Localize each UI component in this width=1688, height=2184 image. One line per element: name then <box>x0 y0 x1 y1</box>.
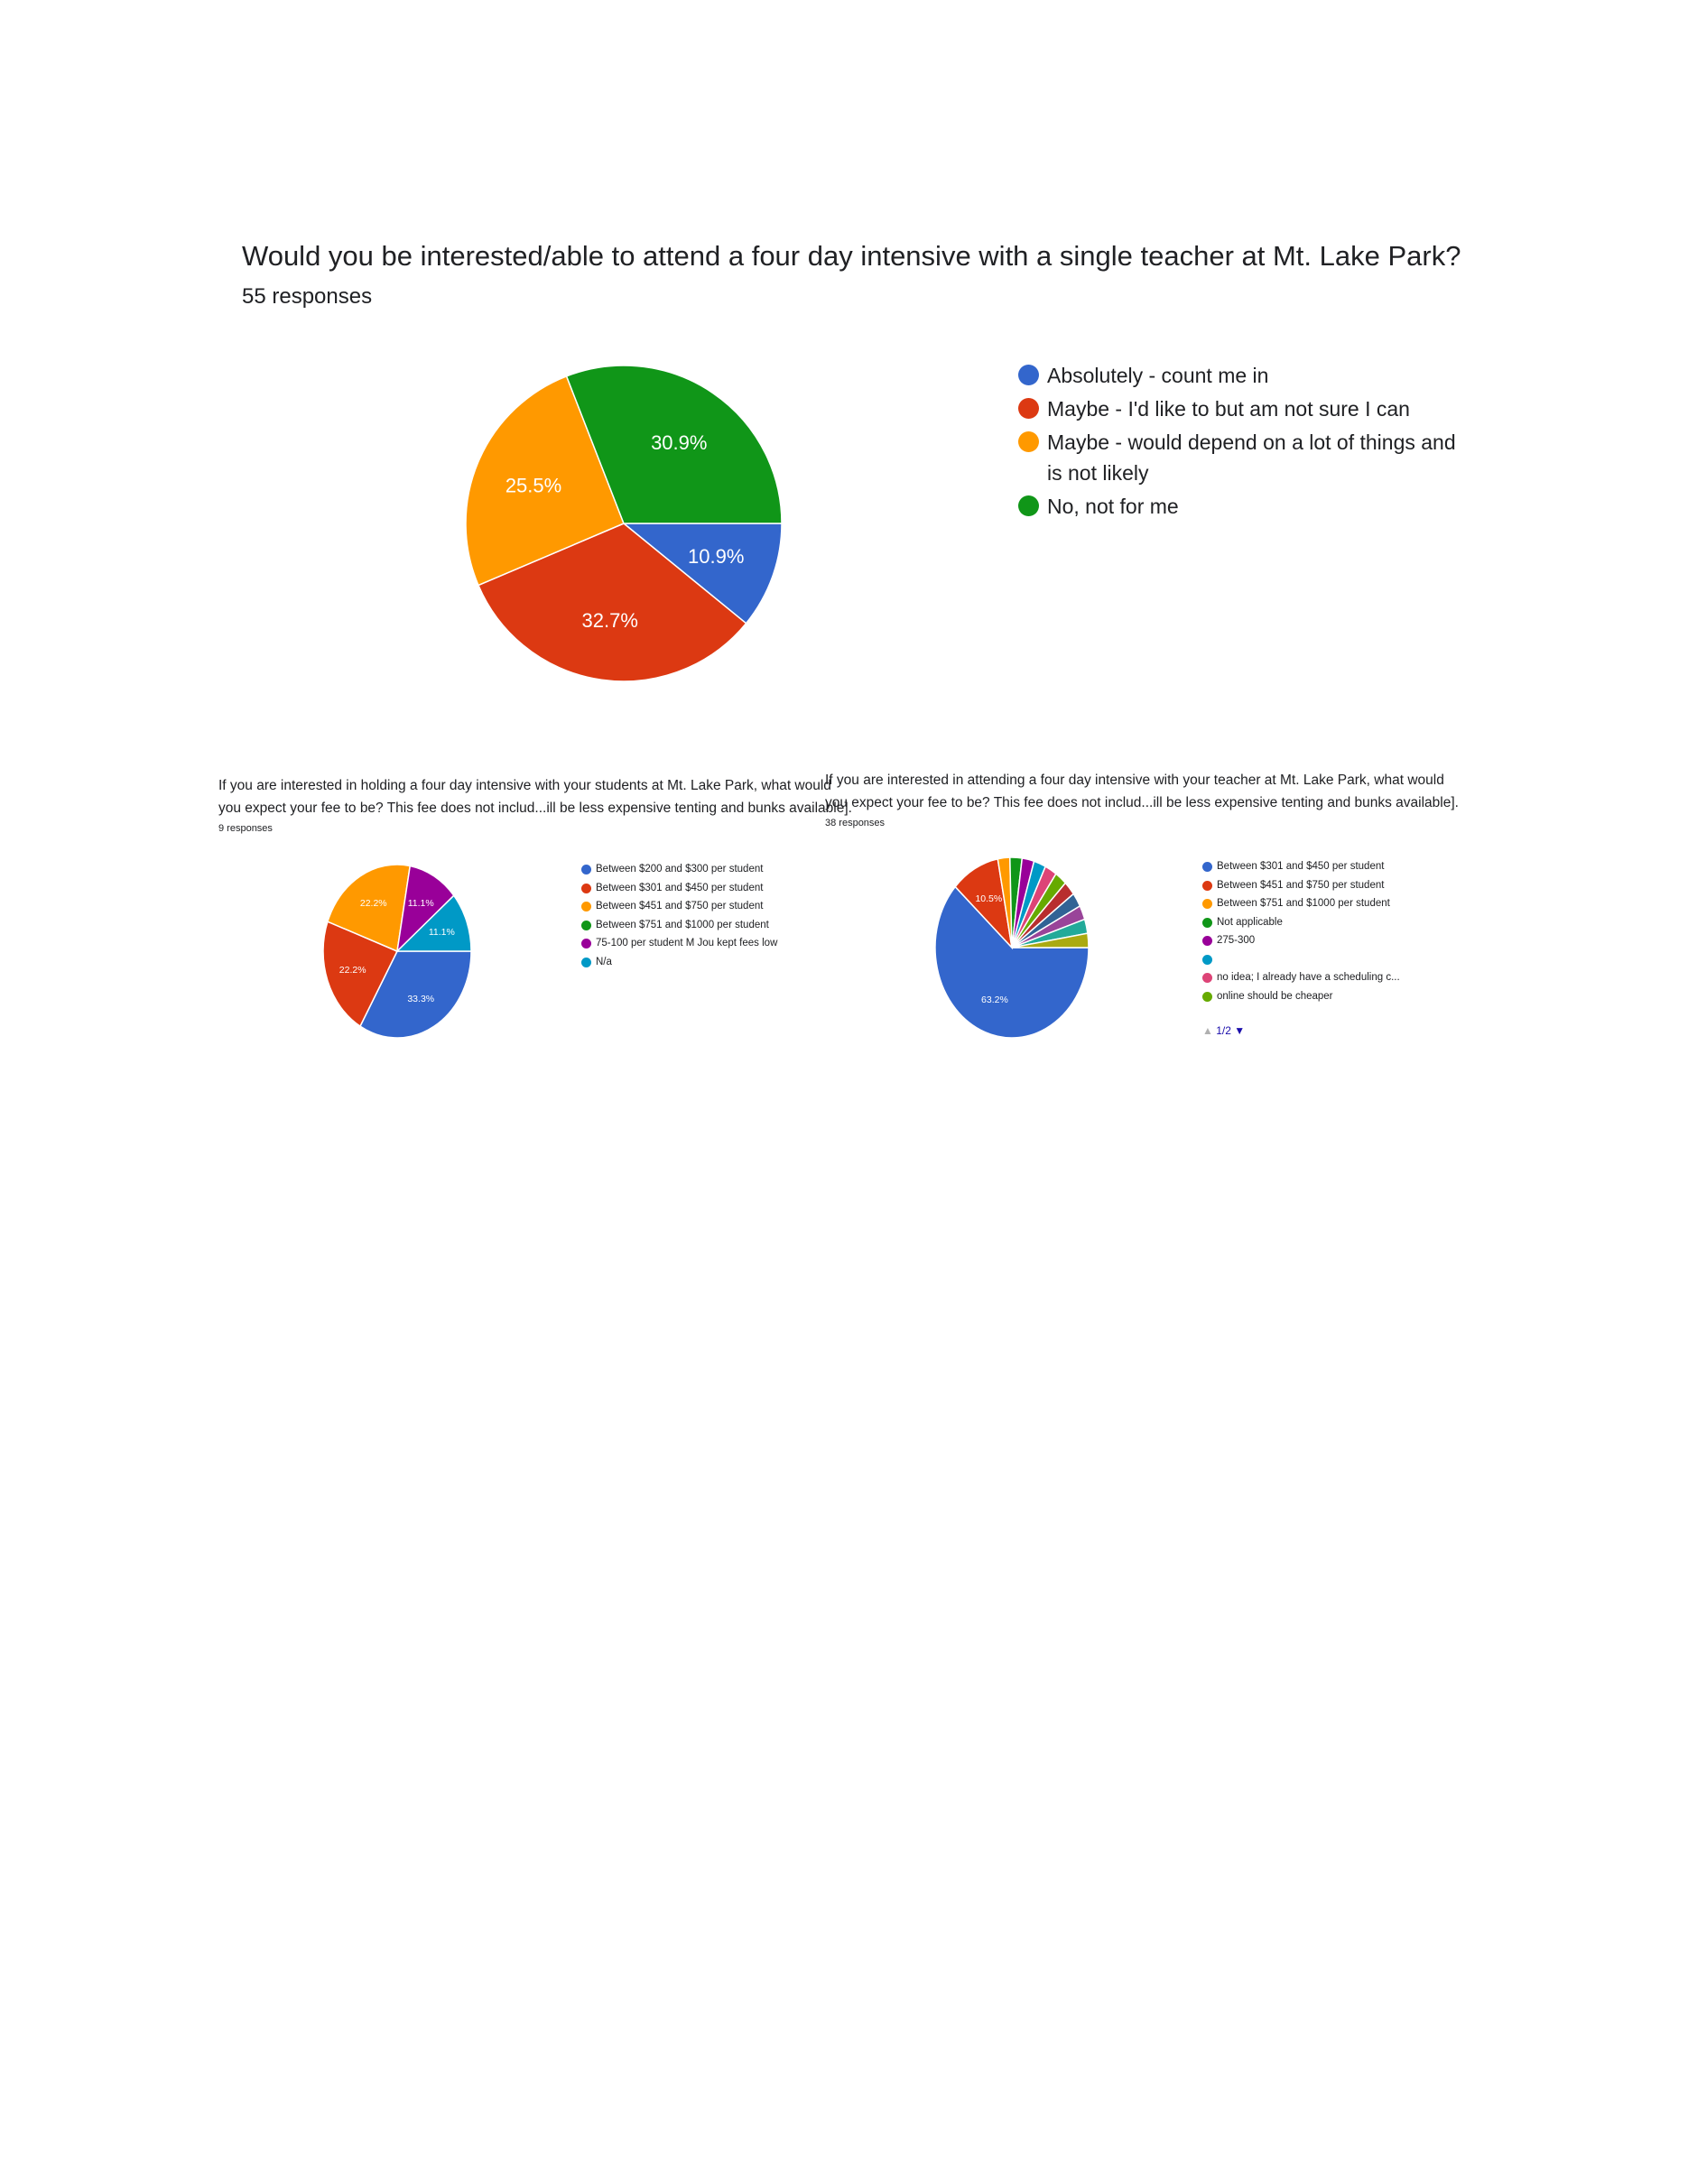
legend-item[interactable] <box>581 934 777 953</box>
legend-label: no idea; I already have a scheduling c... <box>1217 972 1400 983</box>
legend-label: Absolutely - count me in <box>1047 364 1269 387</box>
legend-item[interactable] <box>1202 987 1400 1006</box>
chart-2-responses: 9 responses <box>218 823 273 834</box>
legend-label: Between $751 and $1000 per student <box>596 919 769 930</box>
pager-label: 1/2 <box>1216 1024 1231 1037</box>
chart-1-responses: 55 responses <box>242 284 373 309</box>
legend-item[interactable] <box>1018 427 1470 488</box>
legend-swatch <box>1018 495 1039 516</box>
legend-swatch <box>581 902 591 912</box>
pie-slice-label: 22.2% <box>339 965 366 976</box>
legend-label: Between $301 and $450 per student <box>596 882 764 893</box>
pie-slice-label: 30.9% <box>651 430 708 454</box>
legend-label: Between $751 and $1000 per student <box>1217 898 1390 909</box>
legend-swatch <box>1202 918 1212 928</box>
legend-item[interactable] <box>1202 968 1400 987</box>
legend-swatch <box>1018 431 1039 452</box>
chart-1-pie <box>466 366 782 681</box>
legend-item[interactable] <box>581 879 777 898</box>
chart-3-pie <box>935 857 1089 1038</box>
legend-label: Between $301 and $450 per student <box>1217 861 1385 872</box>
legend-item[interactable] <box>581 953 777 972</box>
legend-item[interactable] <box>1018 360 1470 391</box>
legend-swatch <box>1018 365 1039 385</box>
legend-label: Between $451 and $750 per student <box>1217 879 1385 891</box>
chart-3-legend <box>1202 857 1400 1005</box>
legend-swatch <box>1202 992 1212 1002</box>
chart-3-title-line-2: you expect your fee to be? This fee does not includ...ill be less expensive tenting and bunks available]. <box>825 795 1459 810</box>
legend-label: Not applicable <box>1217 916 1283 928</box>
legend-swatch <box>1202 862 1212 872</box>
pie-slice-label: 22.2% <box>359 897 387 909</box>
chart-1-legend <box>1018 360 1470 524</box>
legend-swatch <box>1202 973 1212 983</box>
legend-label: online should be cheaper <box>1217 990 1333 1002</box>
pie-slice-label: 10.5% <box>975 893 1003 904</box>
pie-slice-label: 63.2% <box>981 994 1008 1005</box>
pie-slice-label: 11.1% <box>407 897 434 909</box>
legend-swatch <box>1018 398 1039 419</box>
pager-next-icon[interactable]: ▼ <box>1234 1024 1246 1037</box>
legend-swatch <box>581 865 591 875</box>
legend-swatch <box>1202 899 1212 909</box>
pie-slice-label: 11.1% <box>428 926 455 938</box>
pie-slice-label: 10.9% <box>688 544 745 568</box>
legend-item[interactable] <box>1202 950 1400 969</box>
legend-swatch <box>581 958 591 967</box>
legend-item[interactable] <box>1018 491 1470 522</box>
pie-slice-label: 32.7% <box>581 608 638 632</box>
chart-3-title-line-1: If you are interested in attending a four day intensive with your teacher at Mt. Lake Park, what would <box>825 773 1444 788</box>
chart-2-title-line-1: If you are interested in holding a four day intensive with your students at Mt. Lake Park, what would <box>218 778 831 793</box>
legend-item[interactable] <box>581 860 777 879</box>
legend-item[interactable] <box>1202 894 1400 913</box>
legend-item[interactable] <box>1202 876 1400 895</box>
legend-item[interactable] <box>581 916 777 935</box>
chart-2-title-line-2: you expect your fee to be? This fee does not includ...ill be less expensive tenting and bunks available]. <box>218 800 852 816</box>
legend-swatch <box>1202 955 1212 965</box>
pie-slice-label: 33.3% <box>407 994 435 1005</box>
legend-swatch <box>1202 881 1212 891</box>
legend-pager <box>1202 1024 1245 1037</box>
legend-swatch <box>581 939 591 949</box>
chart-2-legend <box>581 860 777 971</box>
pie-slice-label: 25.5% <box>505 474 562 497</box>
chart-1-title: Would you be interested/able to attend a four day intensive with a single teacher at Mt. Lake Park? <box>242 240 1461 272</box>
legend-label: Between $200 and $300 per student <box>596 864 764 875</box>
chart-2-pie <box>323 865 471 1038</box>
pager-prev-icon[interactable]: ▲ <box>1202 1024 1213 1037</box>
legend-label: 75-100 per student M Jou kept fees low <box>596 938 778 949</box>
legend-swatch <box>1202 936 1212 946</box>
chart-3-responses: 38 responses <box>825 818 886 828</box>
legend-item[interactable] <box>1202 913 1400 932</box>
legend-label: Between $451 and $750 per student <box>596 901 764 912</box>
legend-label: N/a <box>596 956 612 967</box>
legend-swatch <box>581 921 591 930</box>
legend-label: No, not for me <box>1047 495 1179 518</box>
legend-item[interactable] <box>1202 931 1400 950</box>
legend-item[interactable] <box>581 897 777 916</box>
legend-label: Maybe - I'd like to but am not sure I can <box>1047 397 1410 421</box>
legend-label: Maybe - would depend on a lot of things and is not likely <box>1047 430 1456 485</box>
legend-swatch <box>581 884 591 893</box>
legend-item[interactable] <box>1018 393 1470 424</box>
legend-item[interactable] <box>1202 857 1400 876</box>
legend-label: 275-300 <box>1217 935 1256 946</box>
